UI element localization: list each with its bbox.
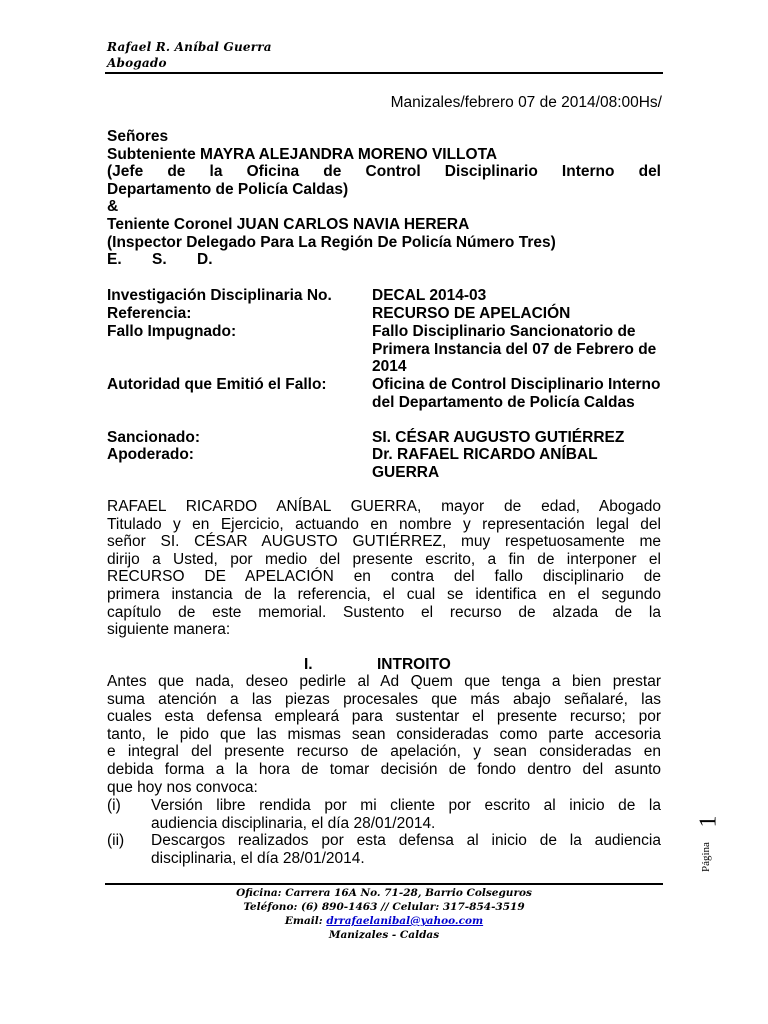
list-text: Descargos realizados por esta defensa al inicio de la audiencia	[151, 832, 661, 849]
list-marker: (ii)	[107, 832, 125, 849]
footer-email-label: Email:	[284, 915, 323, 927]
esd-e: E.	[107, 251, 122, 269]
letterhead-title: Abogado	[107, 56, 167, 70]
section-line: Antes que nada, deseo pedirle al Ad Quem que tenga a bien prestar	[107, 673, 661, 690]
intro-paragraph	[107, 498, 661, 639]
footer-email-line	[105, 914, 663, 929]
intro-line: RAFAEL RICARDO ANÍBAL GUERRA, mayor de edad, Abogado	[107, 498, 661, 515]
recipient-1: Subteniente MAYRA ALEJANDRA MORENO VILLOTA	[107, 145, 498, 163]
footer-phones: Teléfono: (6) 890-1463 // Celular: 317-854-3519	[243, 901, 525, 913]
sancionado-value: SI. CÉSAR AUGUSTO GUTIÉRREZ	[372, 429, 625, 446]
section-number: I.	[304, 656, 313, 673]
footer-divider	[105, 883, 663, 885]
section-line: e integral del presente recurso de apelación, y sean consideradas en	[107, 743, 661, 761]
intro-line: capítulo de este memorial. Sustento el recurso de alzada de la	[107, 603, 661, 621]
intro-line: Titulado y en Ejercicio, actuando en nombre y representación legal del	[107, 515, 661, 533]
sancionado-label: Sancionado:	[107, 429, 201, 446]
autoridad-value: Oficina de Control Disciplinario Interno del Departamento de Policía Caldas	[372, 376, 661, 411]
apoderado-value: Dr. RAFAEL RICARDO ANÍBAL GUERRA	[372, 446, 598, 481]
section-line: suma atención a las piezas procesales que más abajo señalaré, las	[107, 690, 661, 708]
section-title: INTROITO	[377, 656, 451, 673]
page-number-marker	[695, 812, 722, 872]
footer-office: Oficina: Carrera 16A No. 71-28, Barrio Colseguros	[236, 887, 532, 899]
header-divider	[105, 72, 663, 74]
page-label: Página	[700, 842, 712, 872]
list-marker: (i)	[107, 797, 121, 814]
esd-line	[107, 251, 661, 269]
investigacion-label: Investigación Disciplinaria No.	[107, 287, 332, 304]
referencia-value: RECURSO DE APELACIÓN	[372, 305, 571, 322]
esd-s: S.	[152, 251, 167, 269]
intro-line: siguiente manera:	[107, 621, 231, 639]
intro-line: dirijo a Usted, por medio del presente escrito, a fin de interponer el	[107, 550, 661, 568]
list-text: Versión libre rendida por mi cliente por escrito al inicio de la	[151, 797, 661, 814]
section-paragraph	[107, 673, 661, 796]
fallo-value: Fallo Disciplinario Sancionatorio de Primera Instancia del 07 de Febrero de 2014	[372, 323, 657, 376]
salutation: Señores	[107, 128, 169, 145]
footer-email-link[interactable]: drrafaelanibal@yahoo.com	[326, 915, 484, 927]
recipient-2-role: (Inspector Delegado Para La Región De Policía Número Tres)	[107, 233, 556, 251]
recipient-1-role-a: (Jefe de la Oficina de Control Disciplinario Interno del	[107, 163, 661, 181]
esd-d: D.	[197, 251, 213, 269]
page-number: 1	[695, 815, 722, 828]
intro-line: RECURSO DE APELACIÓN en contra del fallo disciplinario de	[107, 568, 661, 586]
list-text: disciplinaria, el día 28/01/2014.	[151, 849, 365, 867]
intro-line: señor SI. CÉSAR AUGUSTO GUTIÉRREZ, muy respetuosamente me	[107, 533, 661, 551]
footer-city: Manizales - Caldas	[328, 929, 440, 941]
autoridad-label: Autoridad que Emitió el Fallo:	[107, 376, 327, 393]
ampersand: &	[107, 198, 119, 216]
investigacion-value: DECAL 2014-03	[372, 287, 487, 304]
recipient-1-role-b: Departamento de Policía Caldas)	[107, 180, 349, 198]
section-line: tanto, le pido que las mismas sean consideradas como parte accesoria	[107, 725, 661, 743]
recipient-2: Teniente Coronel JUAN CARLOS NAVIA HERERA	[107, 215, 470, 233]
recipients-block	[107, 128, 661, 269]
letterhead-name: Rafael R. Aníbal Guerra	[107, 40, 272, 54]
date-line: Manizales/febrero 07 de 2014/08:00Hs/	[390, 94, 662, 111]
fallo-label: Fallo Impugnado:	[107, 323, 237, 340]
referencia-label: Referencia:	[107, 305, 192, 322]
section-line: que hoy nos convoca:	[107, 778, 258, 796]
section-line: debida forma a la hora de tomar decisión de fondo dentro del asunto	[107, 760, 661, 778]
list-text: audiencia disciplinaria, el día 28/01/2014.	[151, 814, 436, 832]
section-line: cuales esta defensa empleará para sustentar el presente recurso; por	[107, 708, 661, 726]
apoderado-label: Apoderado:	[107, 446, 194, 463]
intro-line: primera instancia de la referencia, el cual se identifica en el segundo	[107, 585, 661, 603]
